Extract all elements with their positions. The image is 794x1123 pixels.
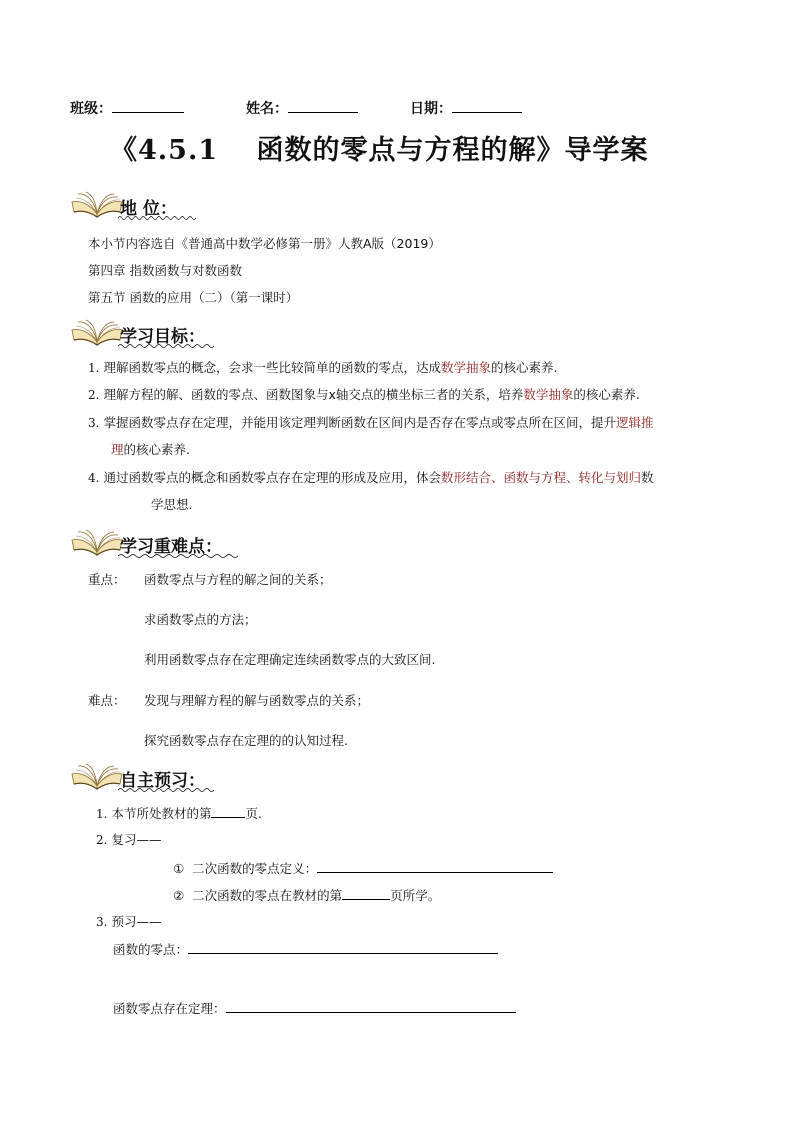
section-position-heading: 地 位： — [70, 190, 270, 220]
open-book-icon — [70, 528, 124, 556]
key-label: 重点： — [88, 572, 126, 587]
wavy-underline — [118, 215, 196, 221]
open-book-icon — [70, 762, 124, 790]
preview-q1: 1. 本节所处教材的第 页. — [96, 806, 262, 821]
position-line-1: 本小节内容选自《普通高中数学必修第一册》人教A版（2019） — [88, 236, 441, 251]
date-blank[interactable] — [452, 98, 522, 113]
goal-item-1: 1. 理解函数零点的概念，会求一些比较简单的函数的零点，达成数学抽象的核心素养. — [88, 360, 558, 375]
position-line-2: 第四章 指数函数与对数函数 — [88, 263, 242, 278]
difficulty-item-1: 发现与理解方程的解与函数零点的关系； — [144, 693, 370, 708]
class-blank[interactable] — [112, 98, 184, 113]
difficulty-item-2: 探究函数零点存在定理的的认知过程. — [144, 733, 348, 748]
difficulty-label: 难点： — [88, 693, 126, 708]
date-label: 日期： — [410, 98, 522, 118]
zero-definition-blank[interactable] — [317, 860, 553, 873]
page-title: 《4.5.1 函数的零点与方程的解》导学案 — [110, 135, 649, 166]
position-line-3: 第五节 函数的应用（二）（第一课时） — [88, 290, 299, 305]
key-item-2: 求函数零点的方法； — [144, 612, 257, 627]
wavy-underline — [118, 787, 214, 793]
function-zero-blank[interactable] — [188, 941, 498, 954]
goal-item-3: 3. 掌握函数零点存在定理，并能用该定理判断函数在区间内是否存在零点或零点所在区间，提升逻辑推 — [88, 415, 654, 430]
key-item-1: 函数零点与方程的解之间的关系； — [144, 572, 332, 587]
goal-item-3-cont: 理的核心素养. — [111, 442, 190, 457]
preview-q3-sub1: 函数的零点： — [113, 941, 498, 958]
open-book-icon — [70, 190, 124, 218]
preview-q2: 2. 复习—— — [96, 832, 162, 847]
zero-theorem-blank[interactable] — [226, 1000, 516, 1013]
goal-item-4-cont: 学思想. — [151, 497, 193, 512]
wavy-underline — [118, 343, 214, 349]
class-label: 班级： — [70, 98, 184, 118]
section-goals-heading: 学习目标： — [70, 318, 270, 348]
page-number-blank[interactable] — [211, 805, 245, 818]
preview-q2-sub2: ② 二次函数的零点在教材的第 页所学。 — [173, 888, 441, 903]
key-item-3: 利用函数零点存在定理确定连续函数零点的大致区间. — [144, 652, 436, 667]
section-keypoints-heading: 学习重难点： — [70, 528, 270, 558]
preview-q3-sub2: 函数零点存在定理： — [113, 1000, 516, 1017]
open-book-icon — [70, 318, 124, 346]
name-label: 姓名： — [246, 98, 358, 118]
wavy-underline — [118, 553, 238, 559]
textbook-page-blank[interactable] — [342, 887, 390, 900]
preview-q3: 3. 预习—— — [96, 914, 162, 929]
goal-item-2: 2. 理解方程的解、函数的零点、函数图象与x轴交点的横坐标三者的关系，培养数学抽象的核心素养. — [88, 387, 640, 402]
section-preview-heading: 自主预习： — [70, 762, 270, 792]
preview-q2-sub1: ① 二次函数的零点定义： — [173, 860, 553, 877]
name-blank[interactable] — [288, 98, 358, 113]
goal-item-4: 4. 通过函数零点的概念和函数零点存在定理的形成及应用，体会数形结合、函数与方程、转化与划归数 — [88, 470, 654, 485]
